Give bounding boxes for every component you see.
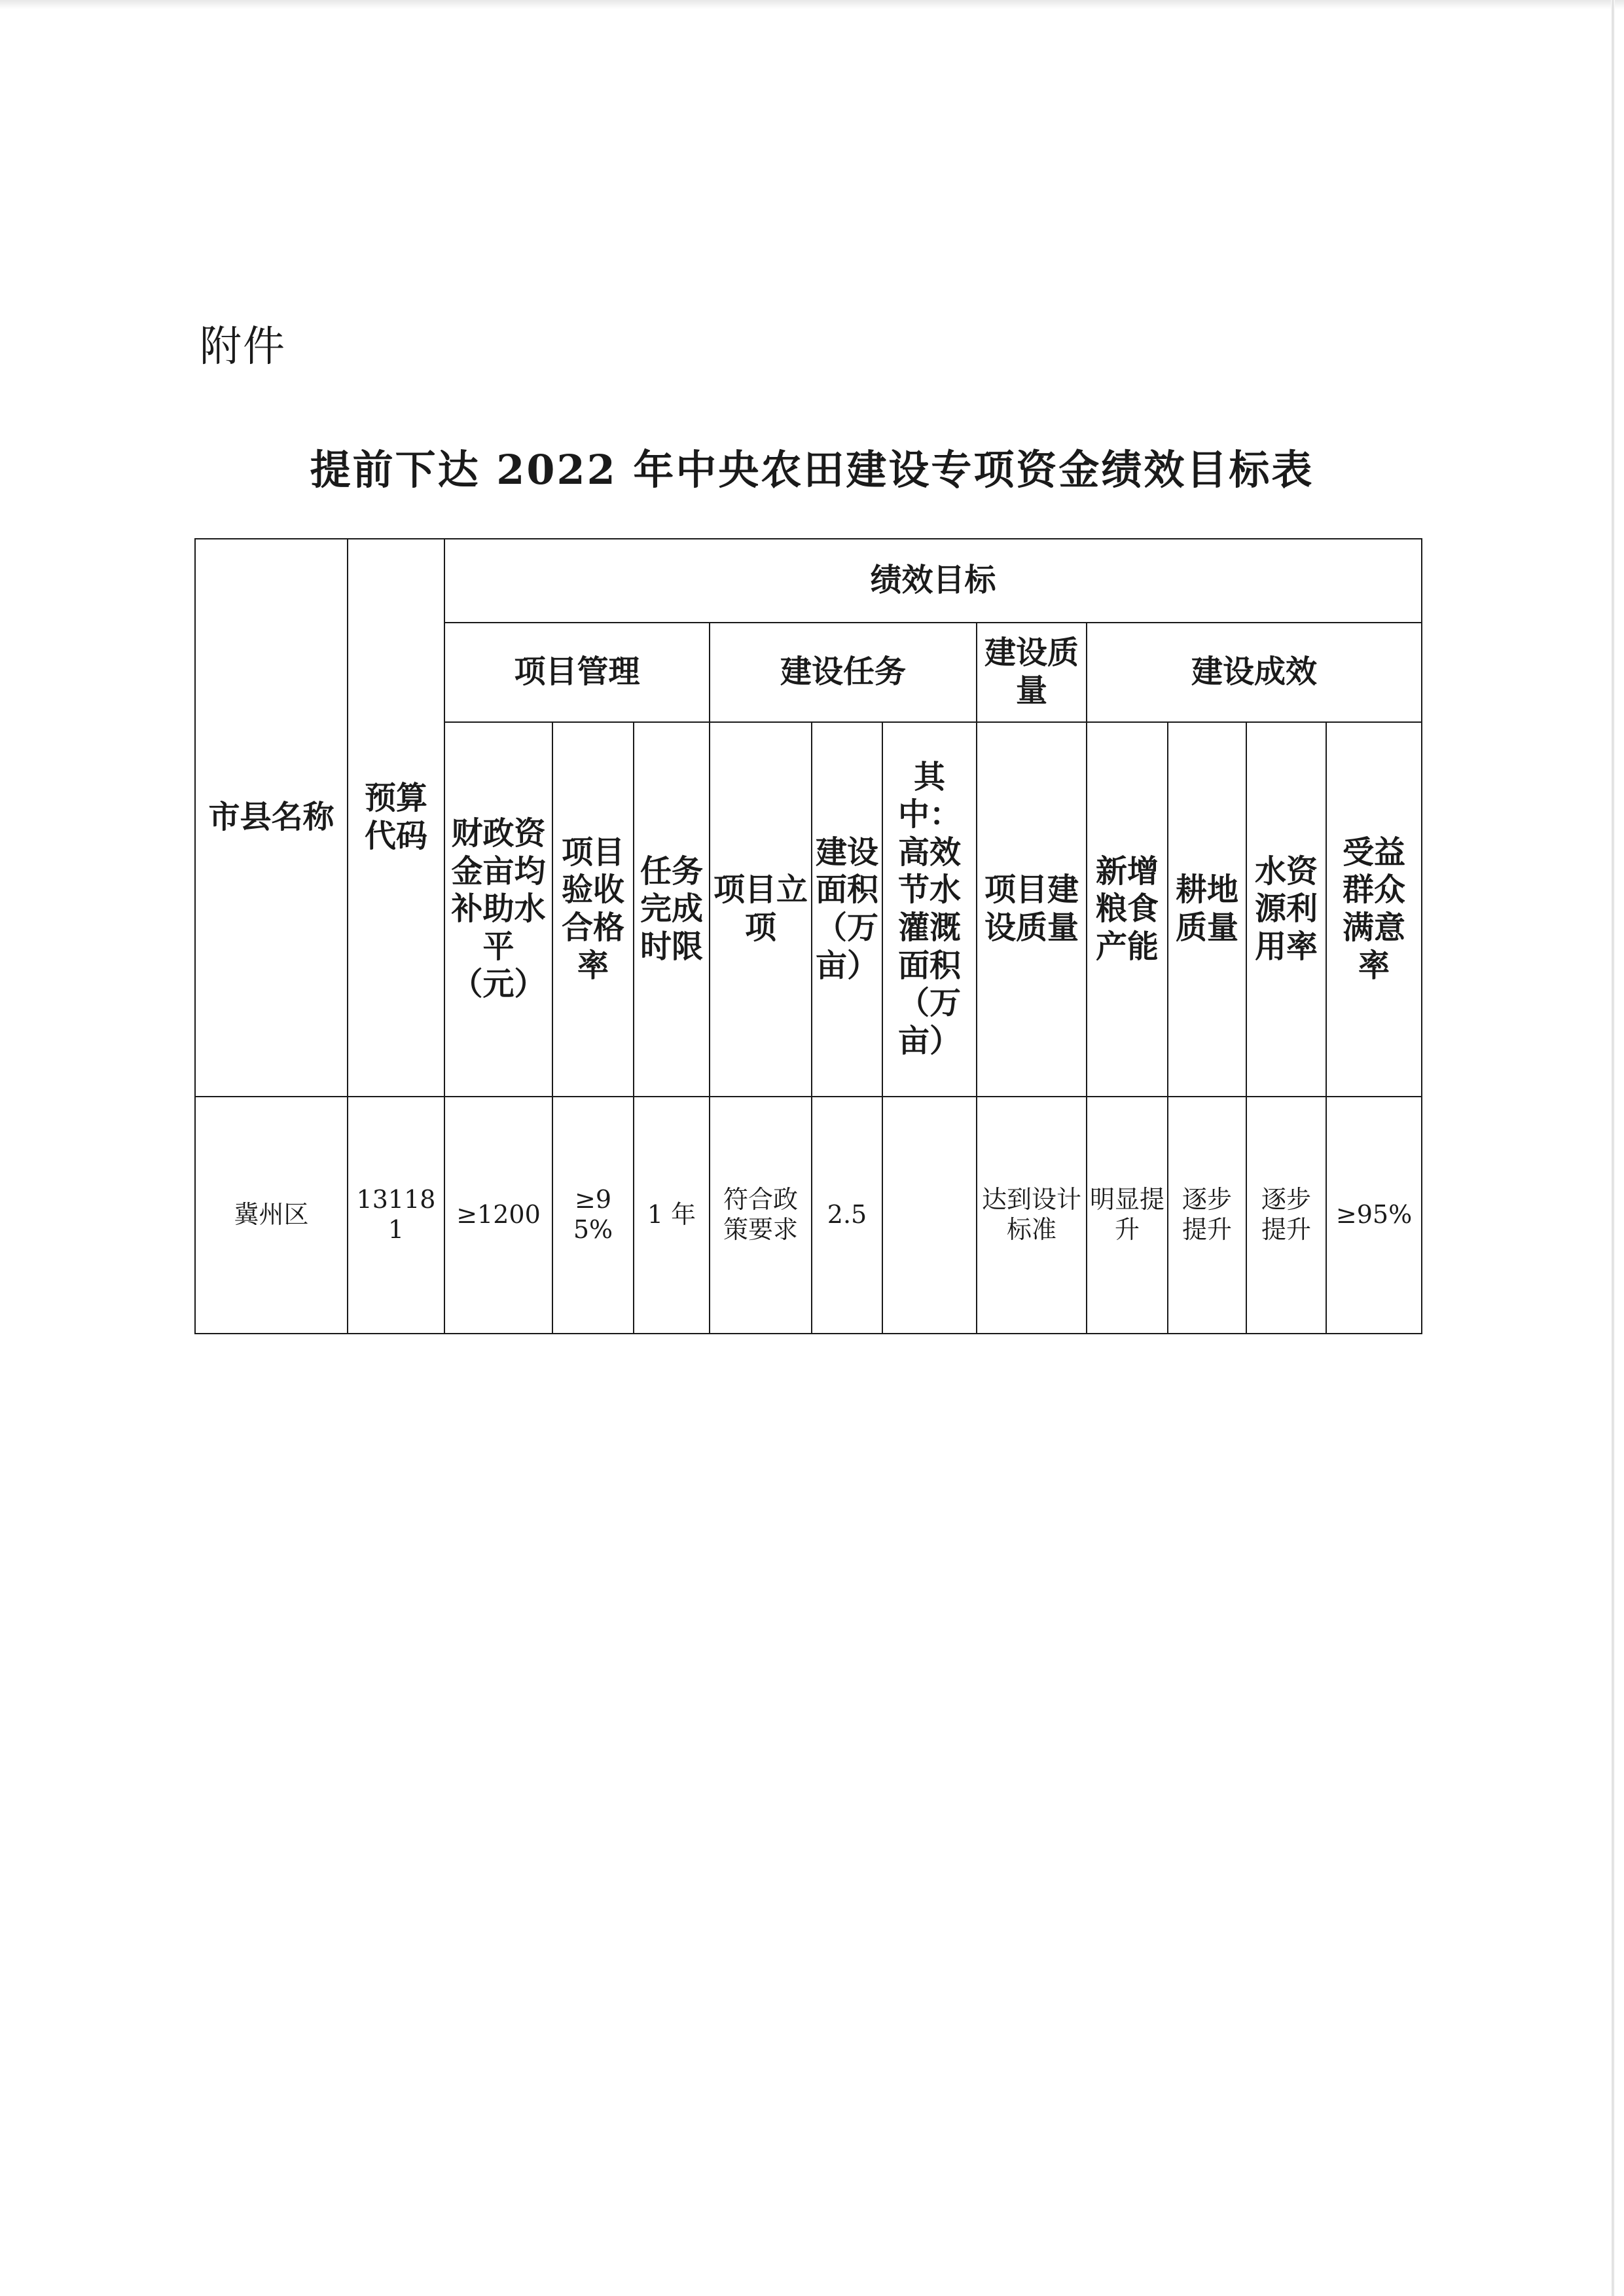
- header-irrigation-area: 其中：高效节水灌溉面积（万亩）: [882, 722, 977, 1097]
- header-performance-targets: 绩效目标: [444, 539, 1422, 623]
- attachment-label: 附件: [200, 323, 286, 371]
- scan-edge-right: [1611, 0, 1615, 2296]
- cell-irrigation-area: [882, 1097, 977, 1334]
- cell-city: 冀州区: [195, 1097, 348, 1334]
- header-grain-capacity: 新增粮食产能: [1087, 722, 1168, 1097]
- cell-water-efficiency: 逐步提升: [1246, 1097, 1326, 1334]
- header-city-name: 市县名称: [195, 539, 348, 1097]
- performance-target-table: [194, 538, 1422, 1334]
- cell-grain-capacity: 明显提升: [1087, 1097, 1168, 1334]
- cell-acceptance-rate: ≥95%: [552, 1097, 634, 1334]
- header-construction-area: 建设面积（万亩）: [812, 722, 882, 1097]
- header-time-limit: 任务完成时限: [634, 722, 710, 1097]
- header-project-quality: 项目建设质量: [977, 722, 1087, 1097]
- header-budget-code: 预算代码: [348, 539, 444, 1097]
- table-row: [195, 1097, 1422, 1334]
- cell-satisfaction-rate: ≥95%: [1326, 1097, 1422, 1334]
- header-construction-task: 建设任务: [710, 623, 977, 722]
- cell-land-quality: 逐步提升: [1168, 1097, 1246, 1334]
- cell-project-approval: 符合政策要求: [710, 1097, 812, 1334]
- header-acceptance-rate: 项目验收合格率: [552, 722, 634, 1097]
- header-construction-effect: 建设成效: [1087, 623, 1422, 722]
- document-title: 提前下达 2022 年中央农田建设专项资金绩效目标表: [310, 446, 1314, 494]
- cell-budget-code: 131181: [348, 1097, 444, 1334]
- header-construction-quality: 建设质量: [977, 623, 1087, 722]
- header-project-approval: 项目立项: [710, 722, 812, 1097]
- header-water-efficiency: 水资源利用率: [1246, 722, 1326, 1097]
- cell-construction-area: 2.5: [812, 1097, 882, 1334]
- header-satisfaction-rate: 受益群众满意率: [1326, 722, 1422, 1097]
- cell-subsidy: ≥1200: [444, 1097, 552, 1334]
- header-land-quality: 耕地质量: [1168, 722, 1246, 1097]
- scan-edge-top: [0, 0, 1624, 9]
- header-subsidy-level: 财政资金亩均补助水平（元）: [444, 722, 552, 1097]
- header-project-management: 项目管理: [444, 623, 710, 722]
- cell-time-limit: 1 年: [634, 1097, 710, 1334]
- cell-project-quality: 达到设计标准: [977, 1097, 1087, 1334]
